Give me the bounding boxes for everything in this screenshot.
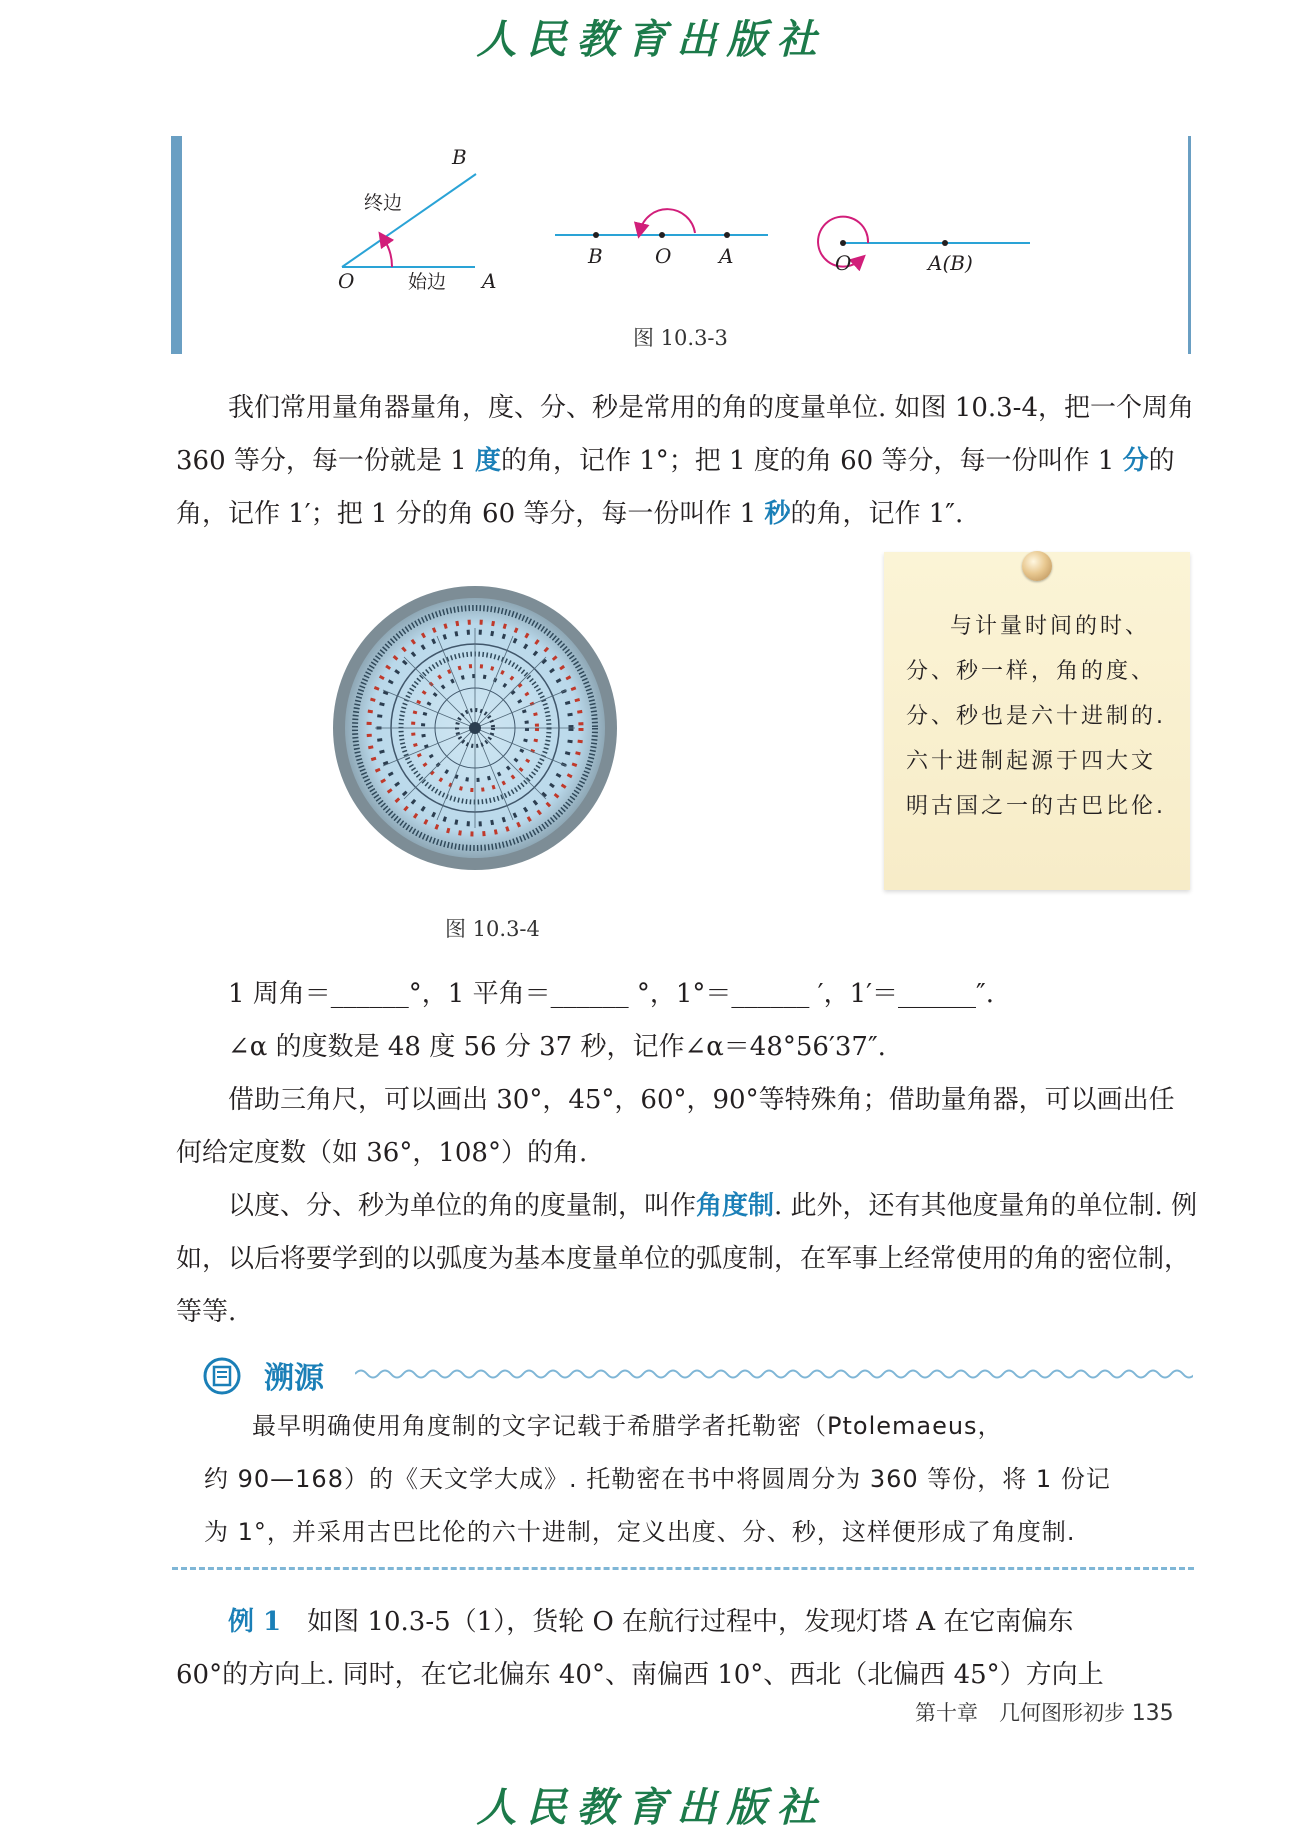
paragraph-degree-units: [176, 382, 1198, 541]
point-label-ab: A(B): [928, 251, 973, 275]
figure-frame-left: [171, 136, 182, 354]
text: 我们常用量角器量角，度、分、秒是常用的角的度量单位. 如图 10.3-4，把一个周角 360 等分，每一份就是 1: [176, 393, 1195, 476]
point-label-o: O: [655, 244, 672, 268]
point-label-a: A: [719, 244, 734, 268]
straight-angle-diagram: [555, 209, 768, 268]
figure-caption-10-3-3: 图 10.3-3: [633, 326, 728, 350]
pushpin-icon: [1022, 551, 1052, 581]
fill-in-blank-line: 1 周角＝______°，1 平角＝______ °，1°＝______ ′，1′＝______″.: [228, 979, 995, 1009]
dashed-divider: [172, 1567, 1194, 1570]
angle-system-paragraph: [176, 1180, 1198, 1339]
point-label-b: B: [452, 145, 467, 169]
note-line: 分、秒一样，角的度、: [906, 659, 1157, 684]
figure-frame-right: [1188, 136, 1191, 354]
chapter-title: 第十章 几何图形初步: [915, 1701, 1125, 1725]
margin-note-card: [884, 552, 1190, 890]
full-angle-diagram: [818, 217, 1030, 275]
angle-example-line: ∠α 的度数是 48 度 56 分 37 秒，记作∠α＝48°56′37″.: [228, 1032, 886, 1062]
origin-line: 约 90—168）的《天文学大成》. 托勒密在书中将圆周分为 360 等份，将 1 份记: [204, 1465, 1111, 1493]
note-line: 六十进制起源于四大文: [906, 749, 1157, 774]
initial-side-label: 始边: [408, 271, 447, 293]
point-label-b: B: [588, 244, 603, 268]
example-line: 如图 10.3-5（1），货轮 O 在航行过程中，发现灯塔 A 在它南偏东: [307, 1607, 1074, 1637]
publisher-header: 人民教育出版社: [476, 16, 827, 63]
note-line: 明古国之一的古巴比伦.: [906, 794, 1166, 819]
text: . 此外，还有其他度量角的单位制. 例如，以后将要学到的以弧度为基本度量单位的弧度制，在军事上经常使用的角的密位制，等等.: [176, 1191, 1198, 1327]
point-label-a: A: [482, 269, 497, 293]
origin-line: 为 1°，并采用古巴比伦的六十进制，定义出度、分、秒，这样便形成了角度制.: [204, 1518, 1076, 1546]
special-angles-paragraph: 借助三角尺，可以画出 30°，45°，60°，90°等特殊角；借助量角器，可以画出任何给定度数（如 36°，108°）的角.: [176, 1085, 1175, 1168]
publisher-footer: 人民教育出版社: [476, 1784, 827, 1831]
angle-ray-diagram: [338, 145, 496, 293]
text: 的角，记作 1″.: [790, 499, 964, 529]
text: 的角，记作 1°；把 1 度的角 60 等分，每一份叫作 1: [500, 446, 1123, 476]
keyword-second: 秒: [764, 499, 791, 529]
example-label: 例 1: [228, 1607, 282, 1637]
point-label-o: O: [835, 251, 852, 275]
page-footer: [915, 1697, 1174, 1727]
wavy-divider: [355, 1367, 1193, 1381]
text: 以度、分、秒为单位的角的度量制，叫作: [228, 1191, 697, 1221]
figure-caption-10-3-4: 图 10.3-4: [445, 917, 540, 941]
protractor-image: [330, 583, 620, 873]
paragraph-exercises: [176, 968, 1198, 1339]
origin-book-icon: [203, 1357, 241, 1395]
point-label-o: O: [338, 269, 355, 293]
note-line: 与计量时间的时、: [950, 614, 1151, 639]
keyword-minute: 分: [1122, 446, 1149, 476]
keyword-angle-system: 角度制: [696, 1191, 775, 1221]
origin-line: 最早明确使用角度制的文字记载于希腊学者托勒密（Ptolemaeus，: [252, 1412, 1003, 1440]
text: 的角，记作 1′；把 1 分的角 60 等分，每一份叫作 1: [176, 446, 1175, 529]
origin-section-text: [204, 1400, 1172, 1559]
origin-section-title: 溯源: [264, 1361, 324, 1396]
note-line: 分、秒也是六十进制的.: [906, 704, 1166, 729]
page-number: 135: [1131, 1701, 1174, 1726]
terminal-side-label: 终边: [364, 192, 403, 214]
figure-10-3-3-diagram: [300, 130, 1090, 300]
example-1: [176, 1596, 1198, 1702]
example-line: 60°的方向上. 同时，在它北偏东 40°、南偏西 10°、西北（北偏西 45°）方向上: [176, 1660, 1104, 1690]
keyword-degree: 度: [474, 446, 501, 476]
